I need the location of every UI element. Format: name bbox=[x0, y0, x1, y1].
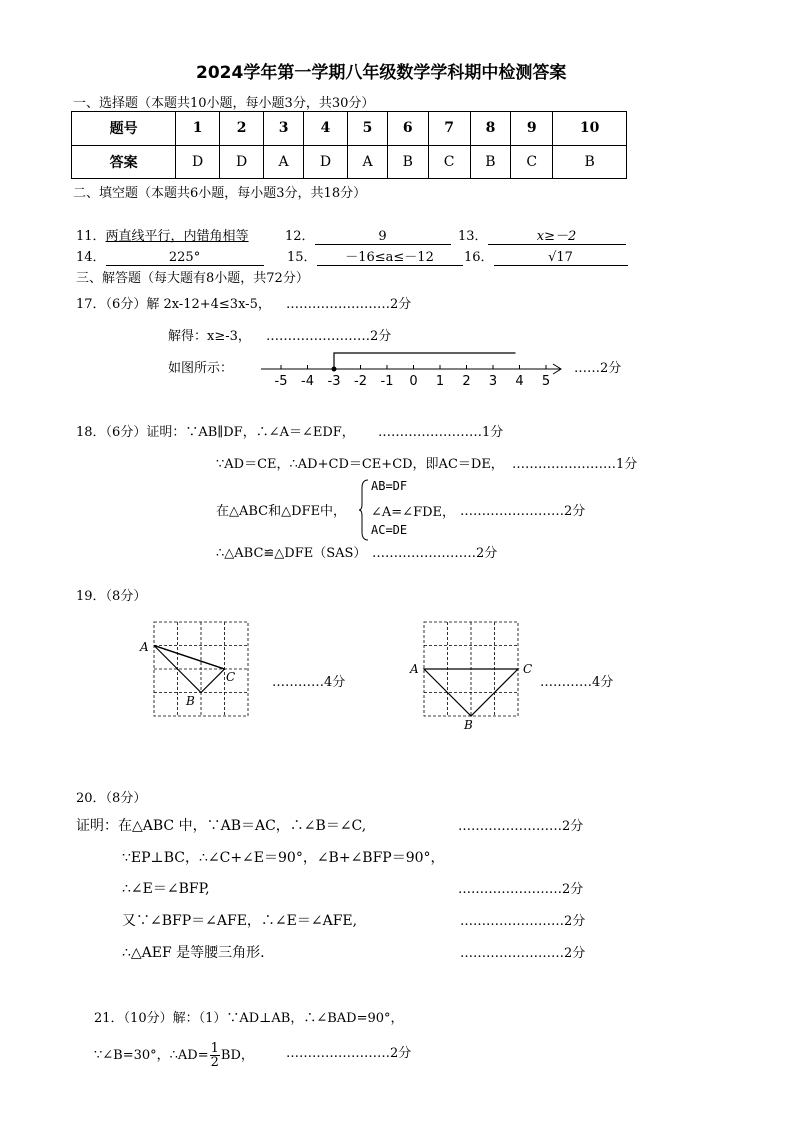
table-cell: D bbox=[176, 145, 220, 179]
q18-line3-score: ……………………2分 bbox=[460, 504, 586, 519]
row-label: 答案 bbox=[72, 145, 176, 179]
table-cell: 7 bbox=[428, 112, 470, 146]
q13 bbox=[458, 225, 626, 245]
q21-line1: 21．（10分）解：（1）∵AD⊥AB，∴∠BAD=90°， bbox=[94, 1011, 404, 1026]
fig2-label-b: B bbox=[464, 718, 473, 732]
q18-line1: 18．（6分）证明：∵AB∥DF，∴∠A＝∠EDF， bbox=[76, 425, 355, 440]
solution-point bbox=[332, 367, 337, 372]
q20-line4: 又∵∠BFP＝∠AFE，∴∠E＝∠AFE, bbox=[122, 913, 358, 929]
answer-table bbox=[71, 111, 627, 179]
q21-line2-post: BD， bbox=[220, 1048, 254, 1063]
table-cell: A bbox=[348, 145, 388, 179]
table-cell: D bbox=[304, 145, 348, 179]
number-line bbox=[255, 345, 575, 390]
tick-label: -2 bbox=[354, 374, 367, 389]
section2-heading: 二、填空题（本题共6小题，每小题3分，共18分） bbox=[73, 186, 367, 201]
fig1-label-b: B bbox=[186, 694, 195, 708]
q18-line2-score: ……………………1分 bbox=[512, 457, 638, 472]
fig1-label-a: A bbox=[140, 640, 149, 654]
q20-line1-score: ……………………2分 bbox=[458, 819, 584, 834]
q20-line3-score: ……………………2分 bbox=[458, 882, 584, 897]
q17-line2-score: ……………………2分 bbox=[266, 329, 392, 344]
brace-line-2: ∠A=∠FDE， bbox=[371, 505, 455, 520]
fig2-score: …………4分 bbox=[540, 675, 614, 690]
fill-line-1 bbox=[76, 225, 249, 244]
table-cell: 9 bbox=[511, 112, 553, 146]
table-row bbox=[72, 145, 627, 179]
table-cell: B bbox=[553, 145, 627, 179]
tick-label: 5 bbox=[541, 374, 551, 389]
q18-line4: ∴△ABC≌△DFE（SAS） bbox=[216, 546, 367, 561]
q11-answer: 两直线平行，内错角相等 bbox=[105, 229, 249, 244]
fig1-score: …………4分 bbox=[272, 675, 346, 690]
q15 bbox=[287, 246, 463, 266]
q12 bbox=[285, 225, 451, 245]
brace-line-1: AB=DF bbox=[371, 479, 408, 493]
table-cell: 4 bbox=[304, 112, 348, 146]
tick-label: 3 bbox=[488, 374, 498, 389]
q20-line1: 证明：在△ABC 中，∵AB＝AC，∴∠B＝∠C, bbox=[76, 818, 367, 834]
q19-heading: 19．（8分） bbox=[76, 589, 147, 604]
q17-line1-score: ……………………2分 bbox=[286, 297, 412, 312]
q18-line1-score: ……………………1分 bbox=[378, 425, 504, 440]
table-cell: 2 bbox=[220, 112, 264, 146]
q18-line4-score: ……………………2分 bbox=[372, 546, 498, 561]
q20-line3: ∴∠E＝∠BFP, bbox=[122, 881, 210, 897]
table-cell: 5 bbox=[348, 112, 388, 146]
q13-number: 13． bbox=[458, 229, 488, 244]
tick-label: -3 bbox=[327, 374, 341, 389]
q16 bbox=[464, 246, 628, 266]
q17-line3: 如图所示： bbox=[168, 361, 234, 376]
fraction-denominator: 2 bbox=[210, 1055, 219, 1070]
q18-line3: 在△ABC和△DFE中， bbox=[216, 504, 347, 519]
page-title: 2024学年第一学期八年级数学学科期中检测答案 bbox=[196, 63, 567, 83]
brace-line-3: AC=DE bbox=[371, 523, 408, 537]
fraction-numerator: 1 bbox=[210, 1041, 219, 1056]
brace bbox=[358, 478, 370, 542]
table-row bbox=[72, 112, 627, 146]
tick-label: -4 bbox=[301, 374, 314, 389]
q18-line2: ∵AD＝CE，∴AD+CD＝CE+CD，即AC＝DE， bbox=[216, 457, 504, 472]
q17-line3-score: ……2分 bbox=[574, 361, 622, 376]
tick-label: -5 bbox=[274, 374, 288, 389]
q17-line1: 17．（6分）解 2x-12+4≤3x-5， bbox=[76, 297, 271, 312]
table-cell: 3 bbox=[264, 112, 304, 146]
fig1-label-c: C bbox=[226, 670, 236, 684]
q16-number: 16． bbox=[464, 250, 494, 265]
q14-answer: 225° bbox=[106, 250, 264, 266]
q15-number: 15． bbox=[287, 250, 317, 265]
row-label: 题号 bbox=[72, 112, 176, 146]
table-cell: 1 bbox=[176, 112, 220, 146]
table-cell: B bbox=[387, 145, 428, 179]
table-cell: 8 bbox=[470, 112, 511, 146]
q17-line2: 解得：x≥-3， bbox=[168, 329, 251, 344]
table-cell: D bbox=[220, 145, 264, 179]
tick-label: -1 bbox=[380, 374, 394, 389]
q16-answer: √17 bbox=[494, 250, 628, 266]
table-cell: A bbox=[264, 145, 304, 179]
q13-answer: x≥－2 bbox=[488, 225, 626, 245]
q20-heading: 20．（8分） bbox=[76, 791, 147, 806]
fig2-label-c: C bbox=[523, 662, 533, 676]
q11-number: 11． bbox=[76, 229, 106, 244]
figure-2 bbox=[404, 620, 544, 732]
q21-line2-score: ……………………2分 bbox=[286, 1046, 412, 1061]
fig2-label-a: A bbox=[410, 662, 419, 676]
tick-label: 0 bbox=[409, 374, 418, 389]
tick-label: 4 bbox=[515, 374, 524, 389]
table-cell: 10 bbox=[553, 112, 627, 146]
q14-number: 14． bbox=[76, 250, 106, 265]
section1-heading: 一、选择题（本题共10小题，每小题3分，共30分） bbox=[73, 96, 375, 111]
section3-heading: 三、解答题（每大题有8小题，共72分） bbox=[76, 271, 309, 286]
q20-line2: ∵EP⊥BC，∴∠C+∠E＝90°，∠B+∠BFP＝90°， bbox=[122, 850, 445, 866]
tick-label: 2 bbox=[462, 374, 471, 389]
table-cell: B bbox=[470, 145, 511, 179]
q15-answer: －16≤a≤－12 bbox=[317, 246, 463, 266]
q12-answer: 9 bbox=[315, 229, 451, 245]
q20-line5-score: ……………………2分 bbox=[460, 946, 586, 961]
table-cell: 6 bbox=[387, 112, 428, 146]
q12-number: 12． bbox=[285, 229, 315, 244]
table-cell: C bbox=[511, 145, 553, 179]
solution-ray bbox=[334, 353, 516, 369]
q20-line4-score: ……………………2分 bbox=[460, 914, 586, 929]
table-cell: C bbox=[428, 145, 470, 179]
figure-1 bbox=[136, 620, 256, 720]
tick-label: 1 bbox=[435, 374, 445, 389]
fraction bbox=[210, 1042, 220, 1069]
q20-line5: ∴△AEF 是等腰三角形. bbox=[122, 945, 265, 961]
q21-line2-pre: ∵∠B=30°，∴AD= bbox=[94, 1048, 209, 1063]
q14 bbox=[76, 246, 264, 266]
q21-line2 bbox=[94, 1042, 254, 1069]
